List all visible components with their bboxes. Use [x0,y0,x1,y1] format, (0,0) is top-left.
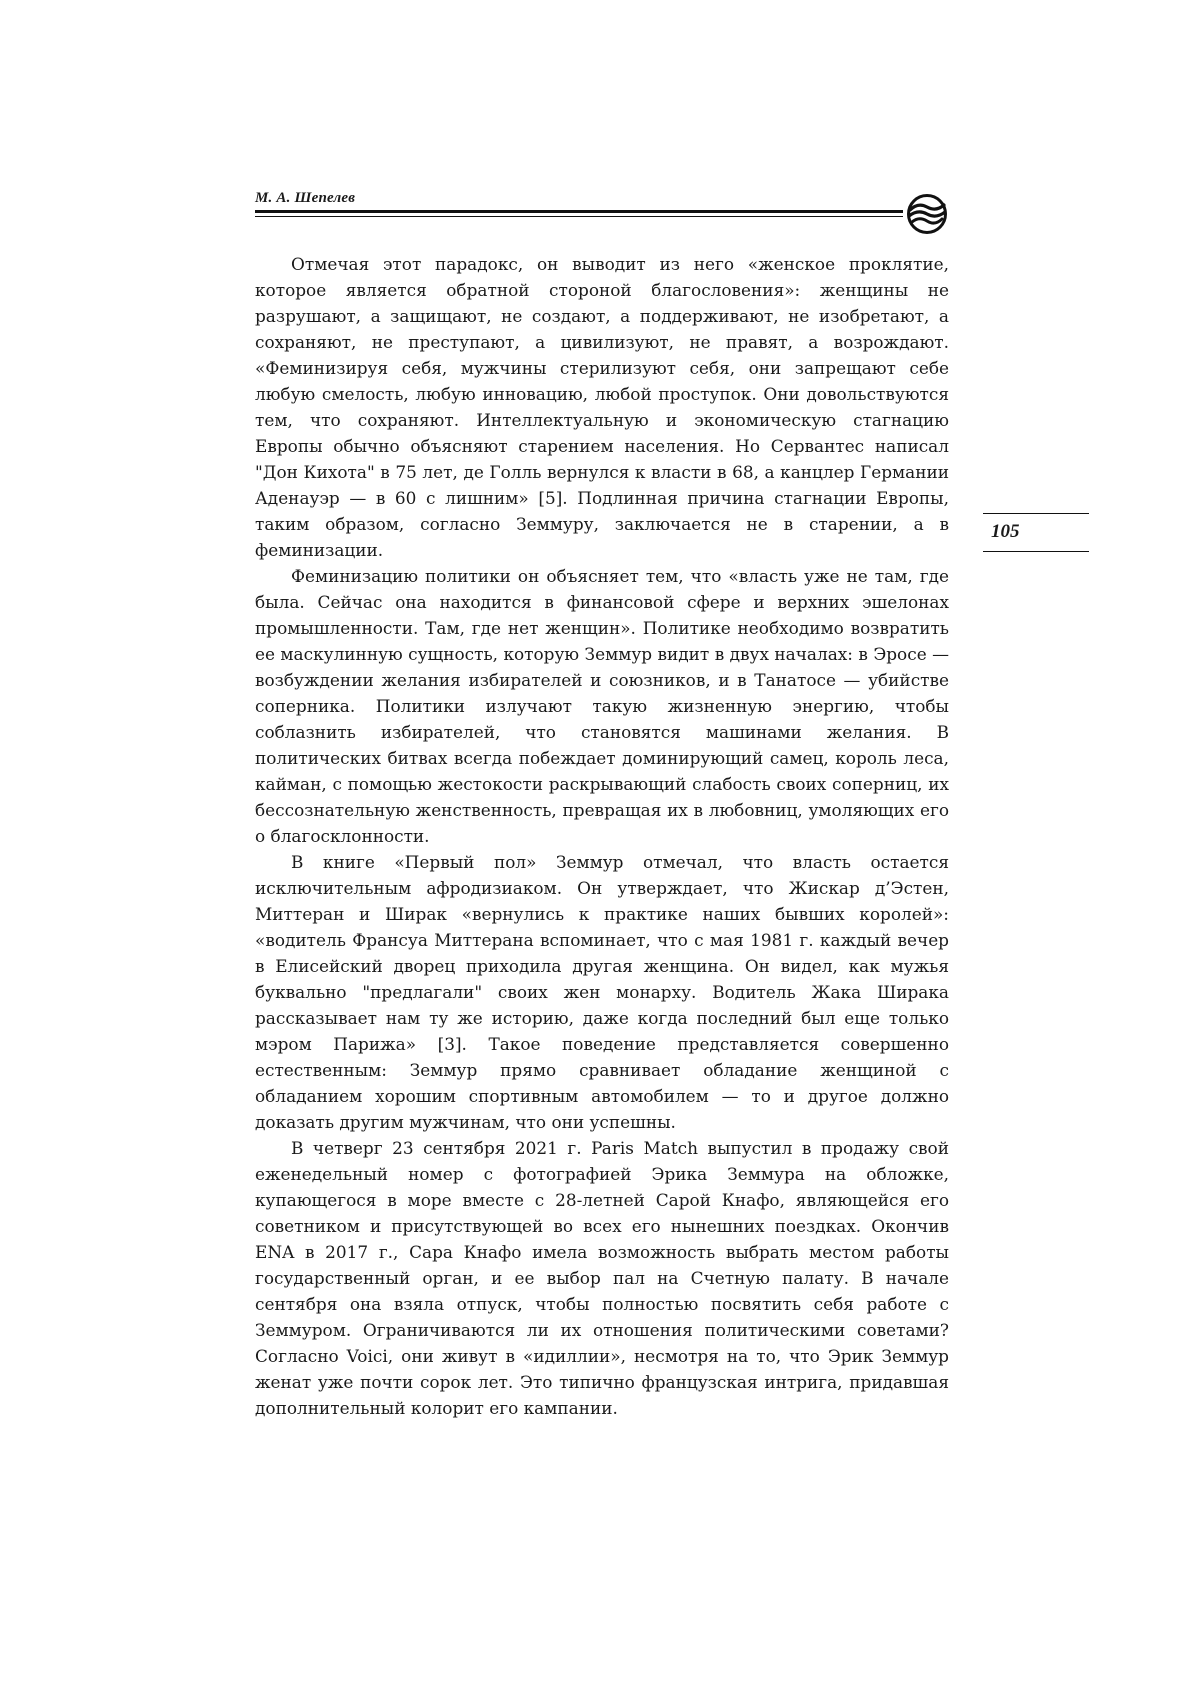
header-rule-thin [255,216,903,217]
header-rule-thick [255,210,903,213]
paragraph-3: В книге «Первый пол» Земмур отмечал, что власть остается исключительным афродизиаком. Он утверждает, что Жискар д’Эстен, Миттеран и Ширак «вернулись к практике наших бывших королей»: «водитель Франсуа Миттерана вспоминает, что с мая 1981 г. каждый вечер в Елисейский дворец приходила другая женщина. Он видел, как мужья буквально "предлагали" своих жен монарху. Водитель Жака Ширака рассказывает нам ту же историю, даже когда последний был еще только мэром Парижа» [3]. Такое поведение представляется совершенно естественным: Земмур прямо сравнивает обладание женщиной с обладанием хорошим спортивным автомобилем — то и другое должно доказать другим мужчинам, что они успешны. [255,852,949,1132]
page-number: 105 [991,521,1020,542]
paragraph-4: В четверг 23 сентября 2021 г. Paris Match выпустил в продажу свой еженедельный номер с фотографией Эрика Земмура на обложке, купающегося в море вместе с 28-летней Сарой Кнафо, являющейся его советником и присутствующей во всех его нынешних поездках. Окончив ENA в 2017 г., Сара Кнафо имела возможность выбрать местом работы государственный орган, и ее выбор пал на Счетную палату. В начале сентября она взяла отпуск, чтобы полностью посвятить себя работе с Земмуром. Ограничиваются ли их отношения политическими советами? Согласно Voici, они живут в «идиллии», несмотря на то, что Эрик Земмур женат уже почти сорок лет. Это типично французская интрига, придавшая дополнительный колорит его кампании. [255,1138,949,1418]
paragraph-2: Феминизацию политики он объясняет тем, что «власть уже не там, где была. Сейчас она находится в финансовой сфере и верхних эшелонах промышленности. Там, где нет женщин». Политике необходимо возвратить ее маскулинную сущность, которую Земмур видит в двух началах: в Эросе — возбуждении желания избирателей и союзников, и в Танатосе — убийстве соперника. Политики излучают такую жизненную энергию, чтобы соблазнить избирателей, что становятся машинами желания. В политических битвах всегда побеждает доминирующий самец, король леса, кайман, с помощью жестокости раскрывающий слабость своих соперниц, их бессознательную женственность, превращая их в любовниц, умоляющих его о благосклонности. [255,566,949,846]
wave-globe-icon [904,194,950,234]
body-text [255,251,949,1421]
paragraph-1: Отмечая этот парадокс, он выводит из него «женское проклятие, которое является обратной стороной благословения»: женщины не разрушают, а защищают, не создают, а поддерживают, не изобретают, а сохраняют, не преступают, а цивилизуют, не правят, а возрождают. «Феминизируя себя, мужчины стерилизуют себя, они запрещают себе любую смелость, любую инновацию, любой проступок. Они довольствуются тем, что сохраняют. Интеллектуальную и экономическую стагнацию Европы обычно объясняют старением населения. Но Сервантес написал "Дон Кихота" в 75 лет, де Голль вернулся к власти в 68, а канцлер Германии Аденауэр — в 60 с лишним» [5]. Подлинная причина стагнации Европы, таким образом, согласно Земмуру, заключается не в старении, а в феминизации. [255,254,949,560]
running-head-author: М. А. Шепелев [255,190,356,206]
page-number-box [983,513,1089,552]
